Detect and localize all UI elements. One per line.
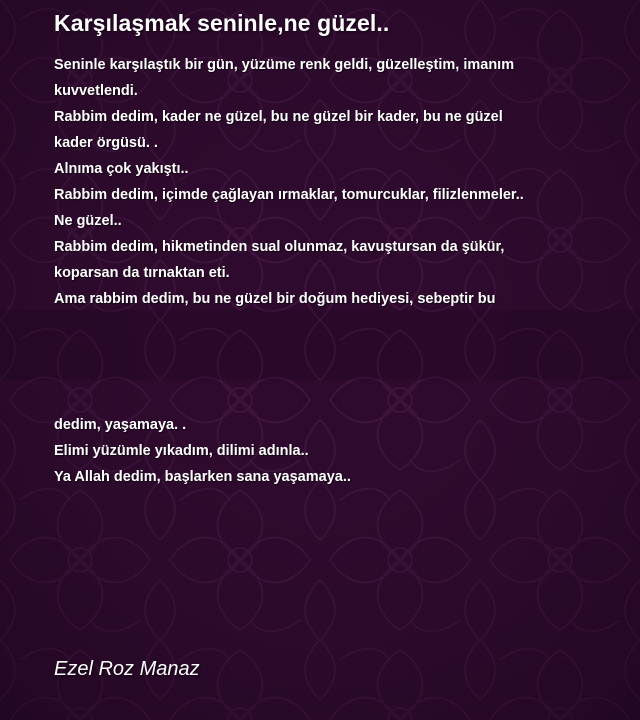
poem-author: Ezel Roz Manaz [54, 658, 200, 680]
poem-line: koparsan da tırnaktan eti. [54, 265, 230, 281]
poem-line: Ne güzel.. [54, 213, 122, 229]
poem-line: Elimi yüzümle yıkadım, dilimi adınla.. [54, 443, 309, 459]
poem-line: Rabbim dedim, kader ne güzel, bu ne güzel bir kader, bu ne güzel [54, 109, 503, 125]
poem-body-part-2 [54, 412, 594, 490]
separator-band [0, 310, 640, 380]
poem-line: kader örgüsü. . [54, 135, 158, 151]
poem-line: kuvvetlendi. [54, 83, 138, 99]
poem-line: dedim, yaşamaya. . [54, 417, 187, 433]
poem-body-part-1 [54, 52, 594, 312]
poem-line: Ya Allah dedim, başlarken sana yaşamaya.. [54, 469, 351, 485]
poem-title: Karşılaşmak seninle,ne güzel.. [54, 10, 390, 36]
poem-line: Alnıma çok yakıştı.. [54, 161, 189, 177]
poem-line: Rabbim dedim, içimde çağlayan ırmaklar, tomurcuklar, filizlenmeler.. [54, 187, 524, 203]
poem-line: Ama rabbim dedim, bu ne güzel bir doğum hediyesi, sebeptir bu [54, 291, 496, 307]
poem-line: Seninle karşılaştık bir gün, yüzüme renk geldi, güzelleştim, imanım [54, 57, 515, 73]
poem-line: Rabbim dedim, hikmetinden sual olunmaz, kavuştursan da şükür, [54, 239, 505, 255]
